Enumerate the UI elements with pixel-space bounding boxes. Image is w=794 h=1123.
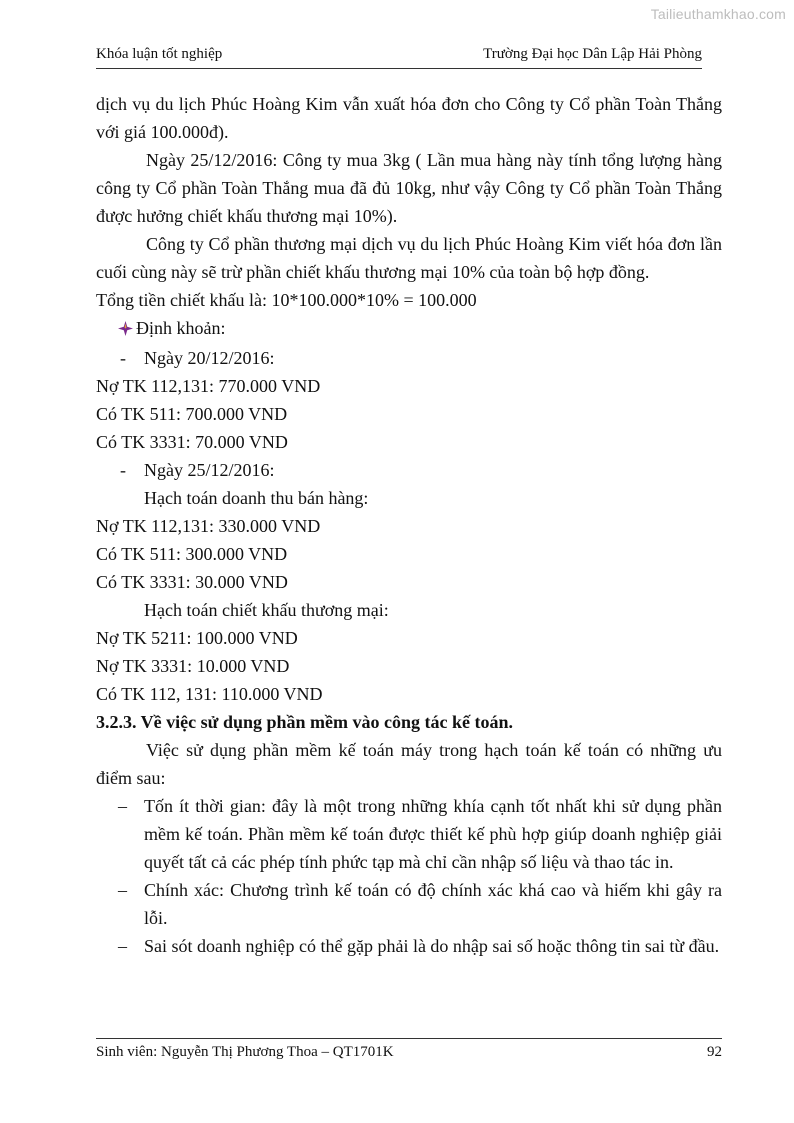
journal-line: Có TK 511: 300.000 VND	[96, 543, 288, 564]
journal-line: Có TK 3331: 70.000 VND	[96, 431, 288, 452]
journal-line: Nợ TK 5211: 100.000 VND	[96, 627, 298, 648]
section-heading: 3.2.3. Về việc sử dụng phần mềm vào công tác kế toán.	[96, 711, 513, 732]
header-right: Trường Đại học Dân Lập Hải Phòng	[483, 46, 702, 62]
list-item-text: Sai sót doanh nghiệp có thể gặp phải là do nhập sai số hoặc thông tin sai từ đầu.	[144, 935, 720, 956]
list-item	[96, 932, 722, 960]
paragraph: Công ty Cổ phần thương mại dịch vụ du lịch Phúc Hoàng Kim viết hóa đơn lần cuối cùng này sẽ trừ phần chiết khấu thương mại 10% của toàn bộ hợp đồng.	[96, 234, 722, 282]
dash-mark: -	[120, 347, 126, 368]
list-dash: –	[118, 935, 127, 956]
header-left: Khóa luận tốt nghiệp	[96, 46, 223, 62]
paragraph: Việc sử dụng phần mềm kế toán máy trong hạch toán kế toán có những ưu điểm sau:	[96, 739, 722, 788]
list-item-text: Chính xác: Chương trình kế toán có độ chính xác khá cao và hiếm khi gây ra lỗi.	[144, 879, 722, 928]
paragraph: Ngày 25/12/2016: Công ty mua 3kg ( Lần mua hàng này tính tổng lượng hàng công ty Cổ phần Toàn Thắng mua đã đủ 10kg, như vậy Công ty Cổ phần Toàn Thắng được hưởng chiết khấu thương mại 10%).	[96, 150, 722, 226]
list-item	[96, 792, 722, 876]
date-line	[96, 344, 722, 372]
watermark: Tailieuthamkhao.com	[650, 6, 786, 22]
page-number: 92	[707, 1044, 722, 1060]
date-line	[96, 456, 722, 484]
list-item-text: Tốn ít thời gian: đây là một trong những khía cạnh tốt nhất khi sử dụng phần mềm kế toán. Phần mềm kế toán được thiết kế phù hợp giúp doanh nghiệp giải quyết tất cả các phép tính phức tạp mà chỉ cần nhập số liệu và thao tác in.	[144, 795, 722, 872]
journal-line: Có TK 112, 131: 110.000 VND	[96, 683, 323, 704]
page-body	[96, 90, 722, 960]
journal-line: Có TK 3331: 30.000 VND	[96, 571, 288, 592]
subheading: Hạch toán chiết khấu thương mại:	[144, 599, 389, 620]
dash-mark: -	[120, 459, 126, 480]
journal-line: Nợ TK 112,131: 330.000 VND	[96, 515, 321, 536]
subheading: Hạch toán doanh thu bán hàng:	[144, 487, 369, 508]
date-text: Ngày 25/12/2016:	[144, 459, 275, 480]
list-dash: –	[118, 795, 127, 816]
journal-line: Có TK 511: 700.000 VND	[96, 403, 288, 424]
list-dash: –	[118, 879, 127, 900]
paragraph: Tổng tiền chiết khấu là: 10*100.000*10% = 100.000	[96, 290, 477, 310]
paragraph: dịch vụ du lịch Phúc Hoàng Kim vẫn xuất hóa đơn cho Công ty Cổ phần Toàn Thắng với giá 100.000đ).	[96, 94, 722, 142]
journal-line: Nợ TK 3331: 10.000 VND	[96, 655, 290, 676]
page-header	[96, 46, 702, 69]
entries-heading-text: Định khoản:	[136, 318, 226, 338]
page-footer	[96, 1038, 722, 1061]
footer-author: Sinh viên: Nguyễn Thị Phương Thoa – QT1701K	[96, 1044, 394, 1060]
list-item	[96, 876, 722, 932]
entries-heading	[96, 314, 722, 344]
journal-line: Nợ TK 112,131: 770.000 VND	[96, 375, 321, 396]
four-point-star-bullet-icon	[118, 316, 136, 344]
date-text: Ngày 20/12/2016:	[144, 347, 275, 368]
